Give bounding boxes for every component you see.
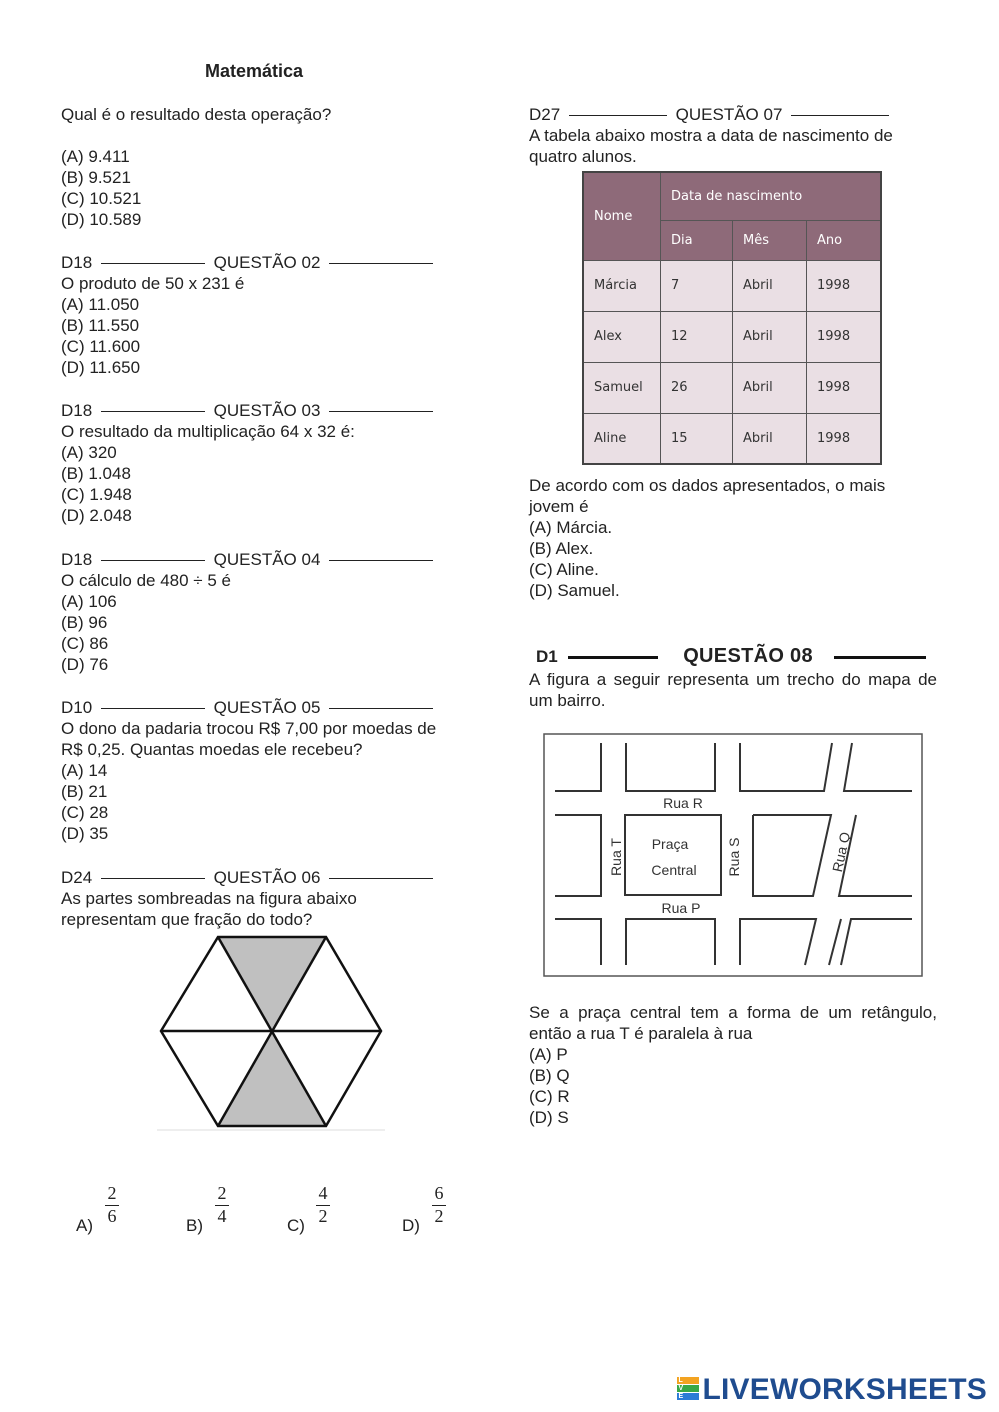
street-label-q: Rua Q [829, 830, 854, 874]
divider [101, 263, 205, 264]
q4-label: QUESTÃO 04 [213, 550, 321, 569]
q1-option-a[interactable]: (A) 9.411 [61, 147, 130, 166]
divider [101, 560, 205, 561]
q8-code: D1 [536, 647, 558, 666]
q4-header [61, 549, 433, 570]
divider [329, 560, 433, 561]
table-cell: 1998 [807, 311, 882, 362]
street-label-t: Rua T [608, 838, 624, 876]
q6-header [61, 867, 433, 888]
q7-option-b[interactable]: (B) Alex. [529, 539, 594, 558]
q3-option-b[interactable]: (B) 1.048 [61, 464, 131, 483]
q2-option-a[interactable]: (A) 11.050 [61, 295, 140, 314]
table-cell: 1998 [807, 260, 882, 311]
street-label-s: Rua S [726, 837, 742, 877]
q5-header [61, 697, 433, 718]
fraction-numerator: 4 [318, 1183, 328, 1203]
table-cell: Abril [733, 260, 807, 311]
q7-option-d[interactable]: (D) Samuel. [529, 581, 620, 600]
table-cell: Abril [733, 362, 807, 413]
q6-answer-a-letter[interactable]: A) [76, 1216, 93, 1235]
liveworksheets-logo [677, 1373, 988, 1407]
q5-prompt-line-1: O dono da padaria trocou R$ 7,00 por moedas de [61, 719, 437, 738]
q8-option-b[interactable]: (B) Q [529, 1066, 570, 1085]
q3-header [61, 400, 433, 421]
table-header-name: Nome [583, 172, 661, 260]
q1-option-b[interactable]: (B) 9.521 [61, 168, 131, 187]
fraction-numerator: 2 [217, 1183, 227, 1203]
q5-code: D10 [61, 698, 93, 717]
street-label-p: Rua P [661, 900, 701, 916]
q1-option-d[interactable]: (D) 10.589 [61, 210, 142, 229]
table-row [583, 311, 881, 362]
q8-after: Se a praça central tem a forma de um retângulo, então a rua T é paralela à rua [529, 1003, 937, 1043]
divider [329, 263, 433, 264]
q4-option-a[interactable]: (A) 106 [61, 592, 117, 611]
q3-label: QUESTÃO 03 [213, 401, 321, 420]
q2-label: QUESTÃO 02 [213, 253, 321, 272]
page-title: Matemática [205, 61, 304, 81]
q8-option-d[interactable]: (D) S [529, 1108, 569, 1127]
hexagon-figure [155, 932, 387, 1132]
fraction-denominator: 2 [318, 1206, 328, 1226]
q3-code: D18 [61, 401, 93, 420]
q5-option-d[interactable]: (D) 35 [61, 824, 109, 843]
divider [329, 411, 433, 412]
table-row [583, 260, 881, 311]
q7-code: D27 [529, 105, 561, 124]
q8-prompt: A figura a seguir representa um trecho do mapa de um bairro. [529, 670, 937, 710]
birthdate-table [582, 171, 882, 465]
table-cell: 15 [661, 413, 733, 464]
q8-label: QUESTÃO 08 [683, 645, 813, 667]
q6-label: QUESTÃO 06 [213, 868, 321, 887]
table-cell: Alex [583, 311, 661, 362]
q6-answer-b-letter[interactable]: B) [186, 1216, 203, 1235]
logo-icon [677, 1377, 699, 1399]
table-row [583, 362, 881, 413]
q6-answer-c-fraction[interactable] [313, 1183, 333, 1227]
q6-prompt-line-2: representam que fração do todo? [61, 910, 313, 929]
q3-prompt: O resultado da multiplicação 64 x 32 é: [61, 422, 355, 441]
q3-option-c[interactable]: (C) 1.948 [61, 485, 132, 504]
table-cell: Aline [583, 413, 661, 464]
q5-prompt-line-2: R$ 0,25. Quantas moedas ele recebeu? [61, 740, 363, 759]
q7-option-c[interactable]: (C) Aline. [529, 560, 599, 579]
logo-mini-text: L V E [677, 1377, 699, 1400]
q5-option-c[interactable]: (C) 28 [61, 803, 109, 822]
q3-option-d[interactable]: (D) 2.048 [61, 506, 132, 525]
shaded-triangle-bottom [218, 1031, 326, 1126]
table-cell: Abril [733, 311, 807, 362]
table-cell: 12 [661, 311, 733, 362]
fraction-numerator: 6 [434, 1183, 444, 1203]
fraction-denominator: 2 [434, 1206, 444, 1226]
q4-option-b[interactable]: (B) 96 [61, 613, 108, 632]
table-cell: 7 [661, 260, 733, 311]
q8-option-a[interactable]: (A) P [529, 1045, 568, 1064]
q6-answer-d-fraction[interactable] [429, 1183, 449, 1227]
table-cell: 1998 [807, 413, 882, 464]
q7-label: QUESTÃO 07 [675, 105, 783, 124]
table-cell: 26 [661, 362, 733, 413]
q6-prompt-line-1: As partes sombreadas na figura abaixo [61, 889, 357, 908]
q7-option-a[interactable]: (A) Márcia. [529, 518, 613, 537]
q3-option-a[interactable]: (A) 320 [61, 443, 117, 462]
q7-prompt-line-2: quatro alunos. [529, 147, 637, 166]
table-header-birthdate: Data de nascimento [661, 172, 882, 220]
q2-code: D18 [61, 253, 93, 272]
q5-option-a[interactable]: (A) 14 [61, 761, 108, 780]
fraction-numerator: 2 [107, 1183, 117, 1203]
q4-option-d[interactable]: (D) 76 [61, 655, 109, 674]
q7-after-line-1: De acordo com os dados apresentados, o mais [529, 476, 886, 495]
table-header-year: Ano [807, 220, 882, 260]
table-cell: Samuel [583, 362, 661, 413]
table-row [583, 413, 881, 464]
logo-text: LIVEWORKSHEETS [702, 1373, 987, 1406]
q4-code: D18 [61, 550, 93, 569]
q1-prompt: Qual é o resultado desta operação? [61, 105, 332, 124]
square-label-line-1: Praça [651, 836, 689, 852]
q7-prompt-line-1: A tabela abaixo mostra a data de nascimento de [529, 126, 893, 145]
q6-code: D24 [61, 868, 93, 887]
table-header-day: Dia [661, 220, 733, 260]
q2-option-b[interactable]: (B) 11.550 [61, 316, 140, 335]
q5-label: QUESTÃO 05 [213, 698, 321, 717]
q7-after-line-2: jovem é [529, 497, 589, 516]
q8-option-c[interactable]: (C) R [529, 1087, 570, 1106]
q6-answer-b-fraction[interactable] [212, 1183, 232, 1227]
fraction-denominator: 4 [217, 1206, 227, 1226]
q6-answer-c-letter[interactable]: C) [287, 1216, 305, 1235]
divider [101, 411, 205, 412]
fraction-denominator: 6 [107, 1206, 117, 1226]
q2-option-c[interactable]: (C) 11.600 [61, 337, 141, 356]
q2-header [61, 252, 433, 273]
divider [101, 708, 205, 709]
table-header-month: Mês [733, 220, 807, 260]
square-label-line-2: Central [651, 862, 697, 878]
shaded-triangle-top [218, 937, 326, 1031]
q6-answer-a-fraction[interactable] [102, 1183, 122, 1227]
divider [329, 708, 433, 709]
divider [569, 115, 667, 116]
divider [568, 656, 658, 659]
q8-header [536, 646, 926, 667]
q4-prompt: O cálculo de 480 ÷ 5 é [61, 571, 231, 590]
q4-option-c[interactable]: (C) 86 [61, 634, 109, 653]
divider [101, 878, 205, 879]
street-label-r: Rua R [663, 795, 703, 811]
table-cell: Abril [733, 413, 807, 464]
table-cell: Márcia [583, 260, 661, 311]
divider [791, 115, 889, 116]
q2-prompt: O produto de 50 x 231 é [61, 274, 245, 293]
q2-option-d[interactable]: (D) 11.650 [61, 358, 141, 377]
q6-answer-d-letter[interactable]: D) [402, 1216, 420, 1235]
q1-option-c[interactable]: (C) 10.521 [61, 189, 142, 208]
neighborhood-map [543, 733, 924, 978]
divider [834, 656, 926, 659]
table-cell: 1998 [807, 362, 882, 413]
q7-header [529, 104, 889, 125]
q5-option-b[interactable]: (B) 21 [61, 782, 108, 801]
divider [329, 878, 433, 879]
